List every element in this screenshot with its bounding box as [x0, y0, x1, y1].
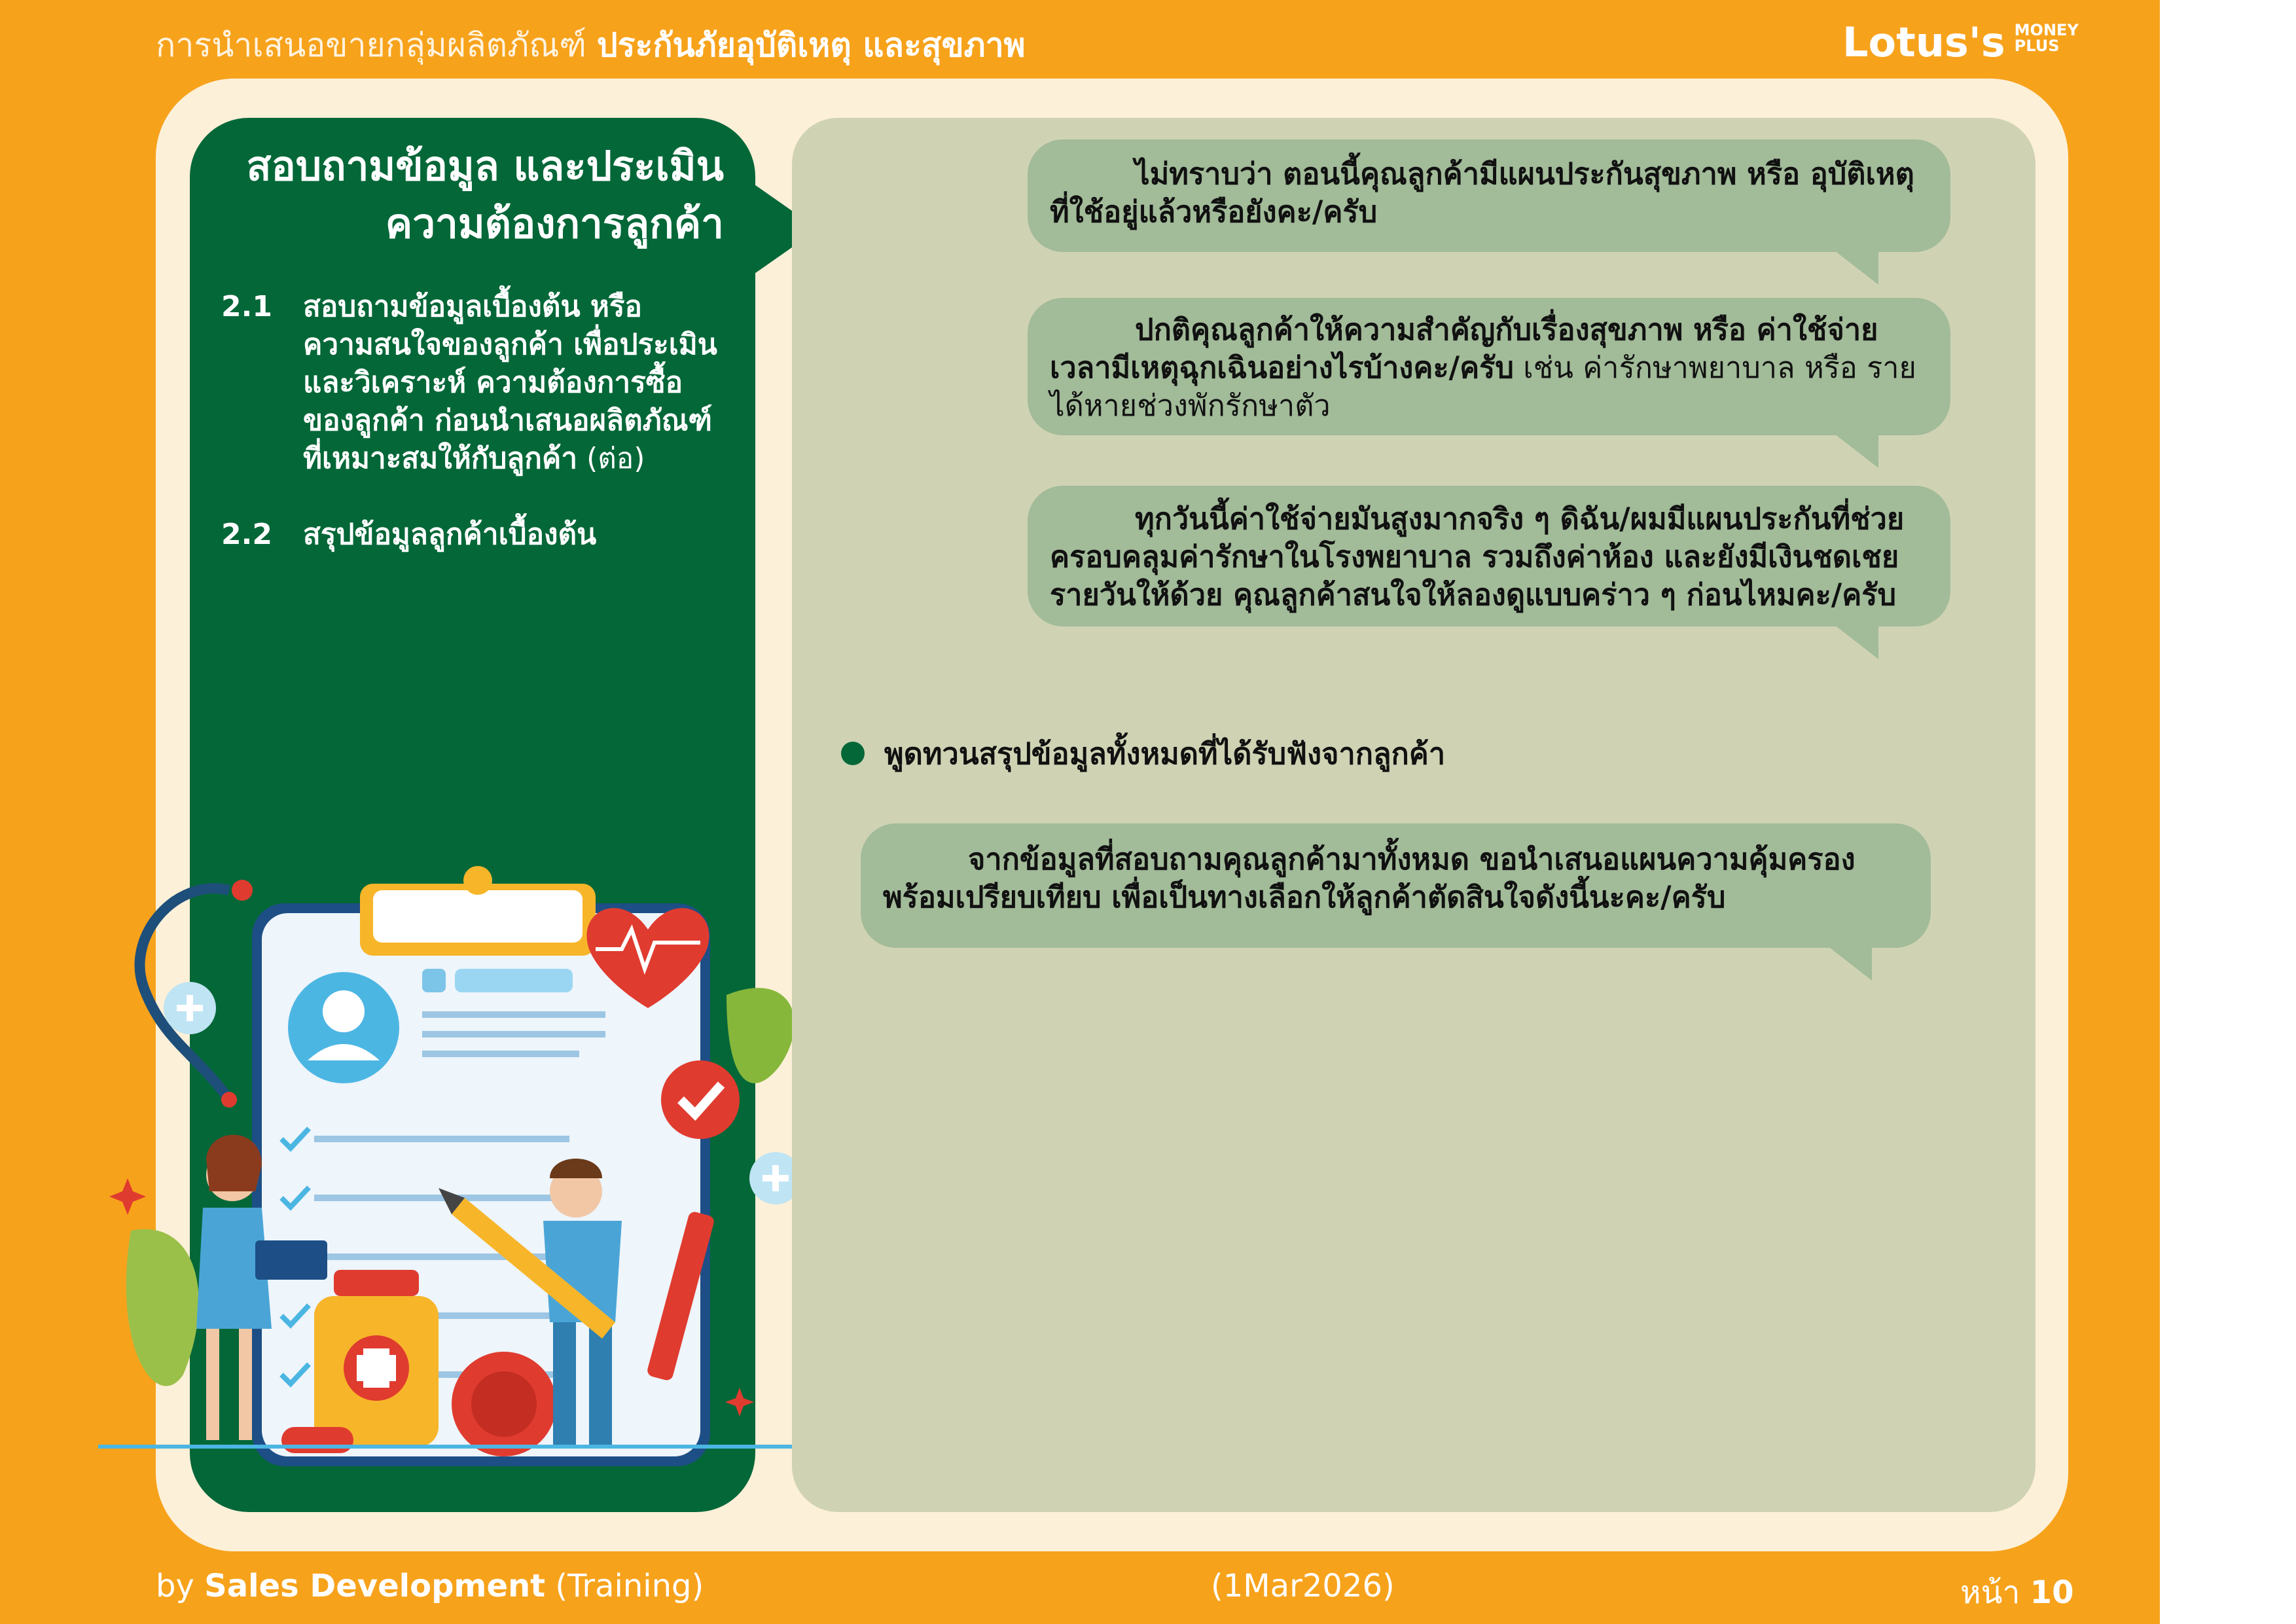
bubble-text-normal: เช่น ค่ารักษาพยาบาล หรือ รายได้หายช่วงพักรักษาตัว: [1050, 350, 1916, 423]
panel-title-line1: สอบถามข้อมูล และประเมิน: [246, 142, 724, 190]
topic-number: 2.1: [221, 290, 272, 323]
bubble-tail: [1813, 935, 1872, 981]
panel-title-line2: ความต้องการลูกค้า: [385, 200, 724, 247]
bubble-tail: [1820, 422, 1878, 468]
footer-page: [1960, 1568, 2073, 1617]
footer-date: (1Mar2026): [1211, 1568, 1395, 1604]
lotus-money-plus-logo: [1842, 18, 2079, 66]
header-product: ประกันภัยอุบัติเหตุ และสุขภาพ: [596, 26, 1026, 64]
bubble-tail: [1820, 239, 1878, 285]
topic-number: 2.2: [221, 518, 272, 551]
bubble-tail: [1820, 613, 1878, 659]
bullet-dot-icon: [841, 742, 865, 765]
page-label: หน้า: [1960, 1574, 2020, 1611]
bubble-text: ไม่ทราบว่า ตอนนี้คุณลูกค้ามีแผนประกันสุขภาพ หรือ อุบัติเหตุ ที่ใช้อยู่แล้วหรือยังคะ/ครับ: [1050, 156, 1914, 229]
page-number: 10: [2030, 1574, 2074, 1611]
bubble-text: ทุกวันนี้ค่าใช้จ่ายมันสูงมากจริง ๆ ดิฉัน/ผมมีแผนประกันที่ช่วย ครอบคลุมค่ารักษาในโรงพยาบาล รวมถึงค่าห้อง และยังมีเงินชดเชย รายวันให้ด้วย คุณลูกค้าสนใจให้ลองดูแบบคร่าว ๆ ก่อนไหมคะ/ครับ: [1050, 501, 1905, 612]
header-prefix: การนำเสนอขายกลุ่มผลิตภัณฑ์: [156, 26, 586, 64]
speech-bubble-3: [1028, 486, 1950, 626]
logo-main: Lotus's: [1842, 18, 2005, 66]
footer-dept: Sales Development: [204, 1568, 546, 1604]
topic-text: สรุปข้อมูลลูกค้าเบื้องต้น: [303, 518, 597, 551]
medical-checklist-illustration: [98, 851, 818, 1473]
speech-bubble-1: [1028, 139, 1950, 252]
topic-text: สอบถามข้อมูลเบื้องต้น หรือ ความสนใจของลูกค้า เพื่อประเมิน และวิเคราะห์ ความต้องการซื้อของลูกค้า ก่อนนำเสนอผลิตภัณฑ์ ที่เหมาะสมให้กับลูกค้า (ต่อ): [303, 290, 717, 475]
footer-credit: [156, 1568, 704, 1604]
bubble-text: จากข้อมูลที่สอบถามคุณลูกค้ามาทั้งหมด ขอนำเสนอแผนความคุ้มครอง พร้อมเปรียบเทียบ เพื่อเป็นทางเลือกให้ลูกค้าตัดสินใจดังนี้นะคะ/ครับ: [883, 842, 1856, 914]
topic-item-2-2: [221, 516, 719, 554]
panel-title: [213, 137, 755, 253]
speech-bubble-2: [1028, 298, 1950, 435]
logo-sub: MONEY PLUS: [2014, 21, 2079, 55]
topic-list: [221, 288, 719, 592]
bubble-text-bold: ปกติคุณลูกค้าให้ความสำคัญกับเรื่องสุขภาพ หรือ ค่าใช้จ่าย เวลามีเหตุฉุกเฉินอย่างไรบ้างคะ/ครับ: [1050, 312, 1878, 385]
header-title: [156, 20, 1026, 71]
summary-bullet: [841, 730, 1445, 777]
footer-training: (Training): [555, 1568, 704, 1604]
footer-by: by: [156, 1568, 194, 1604]
bullet-text: พูดทวนสรุปข้อมูลทั้งหมดที่ได้รับฟังจากลูกค้า: [884, 736, 1446, 771]
summary-speech-bubble: [861, 823, 1931, 948]
topic-item-2-1: [221, 288, 719, 478]
topic-suffix: (ต่อ): [586, 442, 645, 475]
